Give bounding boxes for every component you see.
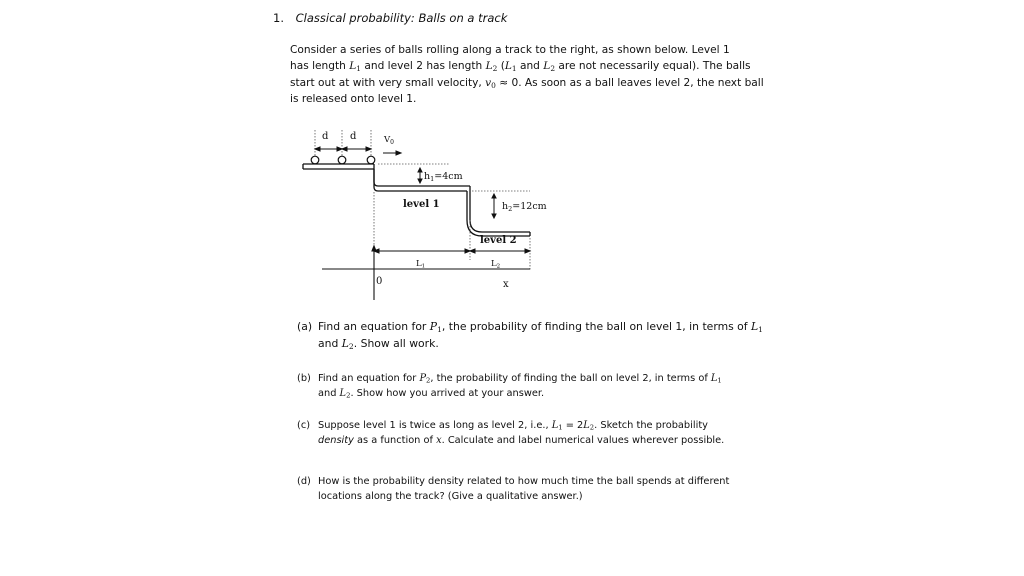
problem-header bbox=[273, 11, 507, 25]
sub: 1 bbox=[717, 376, 722, 385]
x-axis-label: x bbox=[503, 279, 509, 290]
question-d bbox=[297, 475, 757, 504]
question-b-line-1 bbox=[318, 372, 757, 387]
length-arrows bbox=[374, 249, 530, 253]
intro-paragraph bbox=[290, 42, 780, 107]
text: Suppose level 1 is twice as long as level 2, i.e., bbox=[318, 420, 552, 431]
question-b-label: (b) bbox=[297, 373, 311, 384]
math-L2 bbox=[543, 60, 555, 72]
intro-line-2 bbox=[290, 58, 780, 74]
text: as a function of bbox=[353, 434, 437, 446]
question-d-line-2: locations along the track? (Give a qualitative answer.) bbox=[318, 490, 583, 502]
sym: L bbox=[349, 60, 357, 73]
question-c-line-1 bbox=[318, 419, 757, 434]
math-L1 bbox=[552, 420, 563, 431]
sub: 1 bbox=[758, 324, 763, 334]
sub: 2 bbox=[589, 423, 595, 432]
h-val: =12cm bbox=[512, 201, 547, 212]
sub: 1 bbox=[511, 64, 517, 74]
question-b-body bbox=[318, 372, 757, 401]
text: and bbox=[318, 336, 342, 350]
h2-label bbox=[502, 201, 547, 213]
sym: L bbox=[710, 373, 718, 384]
sym: L bbox=[485, 60, 493, 73]
math-x: x bbox=[436, 434, 442, 446]
sub: 2 bbox=[348, 341, 354, 351]
question-c-line-2 bbox=[318, 434, 757, 449]
text: . Sketch the probability bbox=[594, 420, 708, 431]
text: . Show how you arrived at your answer. bbox=[350, 387, 545, 399]
text: are not necessarily equal). The balls bbox=[555, 60, 751, 73]
sym: v bbox=[485, 76, 492, 89]
sub: 2 bbox=[550, 64, 556, 74]
text: Find an equation for bbox=[318, 373, 420, 384]
question-a-body bbox=[318, 319, 763, 352]
L: L bbox=[416, 259, 422, 269]
level2-label: level 2 bbox=[480, 235, 517, 246]
sub: 1 bbox=[356, 64, 361, 74]
sym: P bbox=[429, 320, 438, 333]
level1-label: level 1 bbox=[403, 199, 440, 210]
math-L1 bbox=[349, 60, 361, 72]
problem-title: Classical probability: Balls on a track bbox=[295, 11, 508, 25]
axes bbox=[322, 246, 530, 300]
velocity-arrow bbox=[383, 151, 401, 155]
text: Find an equation for bbox=[318, 320, 430, 333]
math-L1 bbox=[505, 60, 517, 72]
text: . Show all work. bbox=[353, 336, 439, 350]
sym: L bbox=[551, 420, 559, 431]
h2-arrow bbox=[492, 194, 496, 218]
sub: 1 bbox=[558, 423, 563, 432]
ball-3 bbox=[367, 156, 375, 164]
text: = 2 bbox=[562, 420, 584, 431]
math-L1 bbox=[751, 320, 763, 333]
ball-1 bbox=[311, 156, 319, 164]
question-b bbox=[297, 372, 757, 401]
text: , the probability of finding the ball on level 1, in terms of bbox=[441, 320, 751, 333]
text: and bbox=[516, 60, 544, 73]
spacing-label-d2: d bbox=[350, 131, 357, 142]
ball-2 bbox=[338, 156, 346, 164]
text: ≈ 0. As soon as a ball leaves level 2, the next ball bbox=[495, 76, 764, 89]
sym: L bbox=[504, 60, 512, 73]
sym: L bbox=[543, 60, 551, 73]
text: and level 2 has length bbox=[361, 60, 486, 73]
L-sub: 1 bbox=[421, 263, 426, 270]
question-a bbox=[297, 319, 763, 352]
text: start out at with very small velocity, bbox=[290, 76, 486, 89]
text: and bbox=[318, 387, 340, 399]
sym: L bbox=[750, 320, 759, 333]
h-val: =4cm bbox=[434, 171, 463, 182]
sym: L bbox=[341, 336, 349, 350]
L2-label bbox=[491, 259, 500, 270]
question-d-body bbox=[318, 475, 757, 504]
h: h bbox=[502, 201, 509, 212]
L1-label bbox=[416, 259, 425, 270]
L-sub: 2 bbox=[496, 263, 501, 270]
sub: 2 bbox=[346, 391, 351, 400]
sub: 2 bbox=[426, 376, 431, 385]
question-d-label: (d) bbox=[297, 476, 311, 487]
math-L1 bbox=[711, 373, 722, 384]
text: ( bbox=[497, 60, 505, 73]
question-a-line-1 bbox=[318, 319, 763, 336]
text: . Calculate and label numerical values wherever possible. bbox=[441, 434, 725, 446]
math-L2 bbox=[486, 60, 498, 72]
question-c-body bbox=[318, 419, 757, 448]
text: has length bbox=[290, 60, 350, 73]
math-P1 bbox=[430, 320, 442, 333]
question-a-label: (a) bbox=[297, 320, 313, 333]
L: L bbox=[491, 259, 497, 269]
problem-number: 1. bbox=[273, 11, 284, 25]
math-L2 bbox=[340, 388, 351, 399]
sym: L bbox=[339, 387, 347, 399]
h-sub: 1 bbox=[430, 175, 435, 183]
intro-line-4: is released onto level 1. bbox=[290, 92, 417, 105]
question-d-line-1: How is the probability density related to how much time the ball spends at different bbox=[318, 476, 730, 487]
spacing-arrows bbox=[315, 147, 371, 151]
intro-line-1: Consider a series of balls rolling along a track to the right, as shown below. Level 1 bbox=[290, 44, 730, 56]
h: h bbox=[424, 171, 431, 182]
sub: 0 bbox=[491, 80, 496, 90]
h1-arrow bbox=[418, 168, 422, 183]
math-L2 bbox=[342, 337, 354, 350]
velocity-label bbox=[383, 135, 394, 146]
v-sub: 0 bbox=[390, 139, 394, 146]
question-b-line-2 bbox=[318, 387, 757, 402]
math-P2 bbox=[419, 373, 430, 384]
density-emphasis: density bbox=[318, 434, 354, 446]
sym: P bbox=[419, 373, 427, 384]
v: V bbox=[384, 135, 391, 145]
sub: 2 bbox=[492, 64, 498, 74]
intro-line-3 bbox=[290, 75, 780, 91]
origin-label: 0 bbox=[376, 276, 383, 287]
sym: L bbox=[583, 420, 590, 431]
balls bbox=[311, 156, 375, 164]
track-diagram bbox=[290, 120, 584, 303]
math-L2 bbox=[583, 420, 594, 431]
math-v0 bbox=[485, 77, 496, 89]
question-a-line-2 bbox=[318, 336, 757, 353]
sub: 1 bbox=[437, 324, 442, 334]
text: , the probability of finding the ball on level 2, in terms of bbox=[430, 373, 711, 384]
h1-label bbox=[424, 171, 463, 183]
spacing-label-d1: d bbox=[322, 131, 329, 142]
h-sub: 2 bbox=[508, 205, 513, 213]
track-diagram-svg bbox=[290, 120, 584, 303]
question-c bbox=[297, 419, 757, 448]
question-c-label: (c) bbox=[297, 420, 311, 431]
